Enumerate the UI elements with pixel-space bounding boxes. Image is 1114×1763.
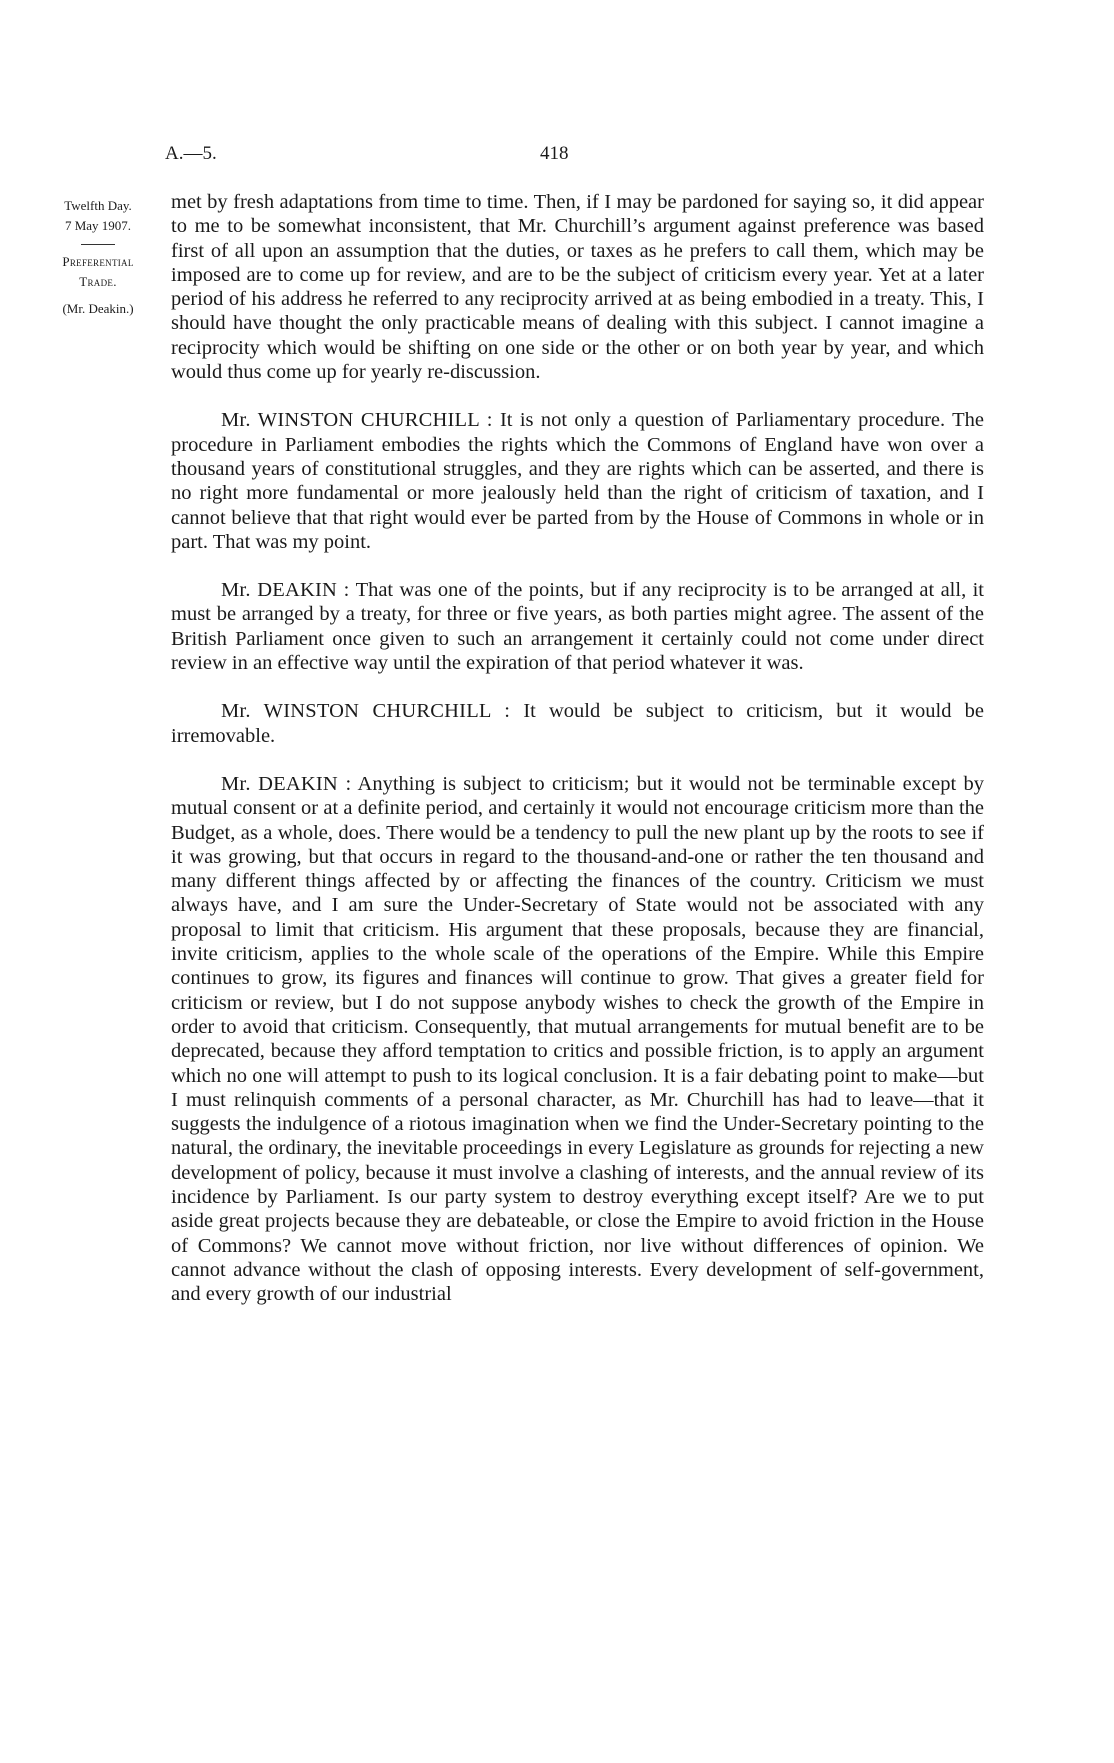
speaker-name: Mr. DEAKIN : (221, 579, 350, 602)
speaker-name: Mr. WINSTON CHURCHILL : (221, 700, 511, 723)
speech-paragraph (171, 578, 984, 675)
speech-paragraph (171, 699, 984, 748)
margin-speaker: (Mr. Deakin.) (62, 301, 134, 316)
paragraph-continuation (171, 190, 984, 384)
margin-topic-line1: Preferential (62, 254, 134, 269)
body-text (171, 190, 984, 1306)
paragraph-text: That was one of the points, but if any reciprocity is to be arranged at all, it must be arranged by a treaty, for three or five years, as both parties might agree. The assent of the British Parliament once given to such an arrangement it certainly could not come under direct review in an effective way until the expiration of that period whatever it was. (171, 579, 984, 675)
margin-topic-line2: Trade. (79, 274, 117, 289)
margin-date: 7 May 1907. (64, 218, 132, 233)
page-header (165, 143, 987, 167)
document-code: A.—5. (165, 143, 217, 164)
margin-note (38, 196, 158, 319)
speaker-name: Mr. WINSTON CHURCHILL : (221, 409, 493, 432)
margin-divider (81, 244, 115, 245)
margin-day: Twelfth Day. (64, 198, 132, 213)
paragraph-text: met by fresh adaptations from time to time. Then, if I may be pardoned for saying so, it did appear to me to be somewhat inconsistent, that Mr. Churchill’s argument against preference was based first of all upon an assumption that the duties, or taxes as he prefers to call them, which may be imposed are to come up for review, and are to be the subject of criticism every year. Yet at a later period of his address he referred to any reciprocity arrived at as being embodied in a treaty. This, I should have thought the only practicable means of dealing with this subject. I cannot imagine a reciprocity which would be shifting on one side or the other or on both year by year, and which would thus come up for yearly re-discussion. (171, 191, 984, 384)
paragraph-text: It would be subject to criticism, but it would be irremovable. (171, 700, 984, 747)
speech-paragraph (171, 408, 984, 554)
paragraph-text: It is not only a question of Parliamentary procedure. The procedure in Parliament embodies the rights which the Commons of England have won over a thousand years of constitutional struggles, and they are rights which can be asserted, and there is no right more fundamental or more jealously held than the right of criticism of taxation, and I cannot believe that that right would ever be parted from by the House of Commons in whole or in part. That was my point. (171, 409, 984, 553)
paragraph-text: Anything is subject to criticism; but it would not be terminable except by mutual consent or at a definite period, and certainly it would not encourage criticism more than the Budget, as a whole, does. There would be a tendency to pull the new plant up by the roots to see if it was growing, but that occurs in regard to the thousand-and-one or rather the ten thousand and many different things affected by or affecting the finances of the country. Criticism we must always have, and I am sure the Under-Secretary of State would not be associated with any proposal to limit that criticism. His argument that these proposals, because they are financial, invite criticism, applies to the whole scale of the operations of the Empire. While this Empire continues to grow, its figures and finances will continue to grow. That gives a greater field for criticism or review, but I do not suppose anybody wishes to check the growth of the Empire in order to avoid that criticism. Consequently, that mutual arrangements for mutual benefit are to be deprecated, because they afford temptation to critics and possible friction, is to apply an argument which no one will attempt to push to its logical conclusion. It is a fair debating point to make—but I must relinquish comments of a personal character, as Mr. Churchill has had to leave—that it suggests the indulgence of a riotous imagination when we find the Under-Secretary pointing to the natural, the ordinary, the inevitable proceedings in every Legislature as grounds for rejecting a new development of policy, because it must involve a clashing of interests, and the annual review of its incidence by Parliament. Is our party system to destroy everything except itself? Are we to put aside great projects because they are debateable, or close the Empire to avoid friction in the House of Commons? We cannot move without friction, nor live without differences of opinion. We cannot advance without the clash of opposing interests. Every development of self-government, and every growth of our industrial (171, 772, 984, 1306)
page-number: 418 (540, 143, 569, 164)
speaker-name: Mr. DEAKIN : (221, 772, 352, 795)
speech-paragraph (171, 772, 984, 1307)
